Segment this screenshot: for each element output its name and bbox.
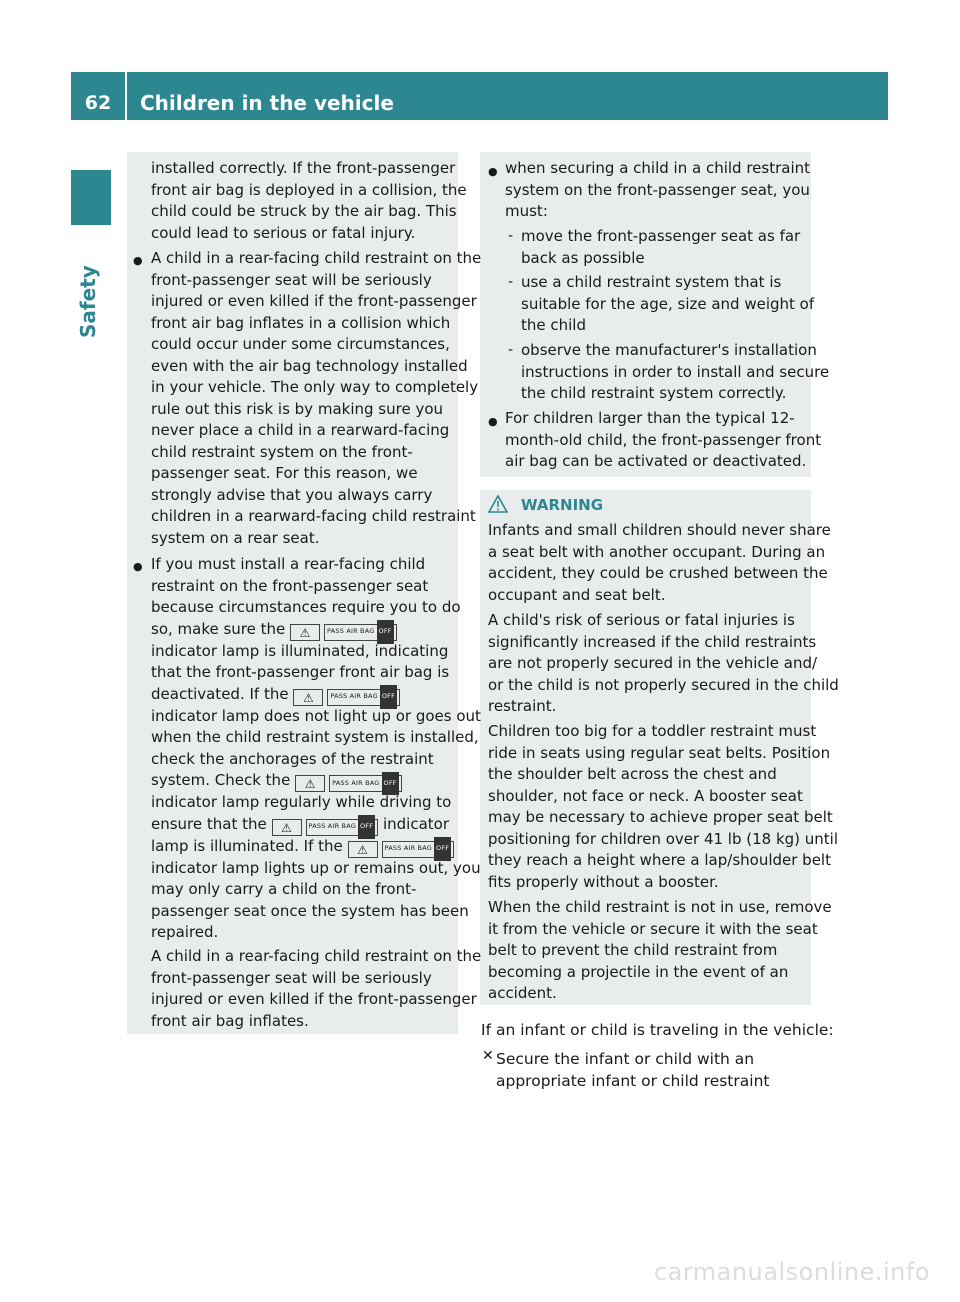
section-marker — [71, 170, 111, 225]
warning-paragraph-4: When the child restraint is not in use, remove it from the vehicle or secure it with the seat belt to prevent the child restraint from becoming a projectile in the event of an accident. — [488, 898, 832, 1002]
line-text: so, make sure the — [151, 619, 286, 638]
bullet-mark: ● — [488, 415, 498, 428]
airbag-indicator-icon — [272, 819, 379, 836]
instruction-lead: If an infant or child is traveling in the vehicle: — [481, 1021, 834, 1039]
left-bullet-1: A child in a rear-facing child restraint on the front-passenger seat will be seriously injured or even killed if the front-passenger front air bag inflates in a collision which could occur under some circumstances, even with the air bag technology installed in your vehicle. The only way to completely rule out this risk is by making sure you never place a child in a rearward-facing child restraint system on the front- passenger seat. For this reason, we strongly advise that you always carry children in a rearward-facing child restraint system on a rear seat. — [151, 249, 482, 547]
bullet-mark: ● — [488, 165, 498, 178]
left-bullet-2 — [151, 554, 481, 944]
line: because circumstances require you to do — [151, 598, 461, 616]
line-text: indicator — [382, 814, 449, 833]
off-text: OFF — [382, 772, 399, 796]
line: indicator lamp does not light up or goes out — [151, 706, 481, 725]
line-text: system. Check the — [151, 771, 291, 789]
pass-airbag-off-icon — [329, 775, 402, 792]
watermark: carmanualsonline.info — [653, 1258, 930, 1286]
line — [151, 619, 481, 641]
off-text: OFF — [377, 620, 394, 644]
pass-text: PASS AIR BAG — [332, 778, 380, 787]
warning-triangle-icon — [488, 495, 508, 513]
pass-text: PASS AIR BAG — [384, 844, 432, 853]
chapter-title: Children in the vehicle — [140, 91, 394, 115]
pass-airbag-off-icon — [324, 624, 397, 641]
warning-paragraph-2: A child's risk of serious or fatal injuries is significantly increased if the child restraints are not properly secured in the vehicle and/ or the child is not properly secured in the child restraint. — [488, 611, 839, 715]
line: check the anchorages of the restraint — [151, 749, 434, 768]
warning-paragraph-3: Children too big for a toddler restraint must ride in seats using regular seat belts. Position the shoulder belt across the chest and shoulder, not face or neck. A booster seat may be necessary to achieve proper seat belt positioning for children over 41 lb (18 kg) until they reach a height where a lap/shoulder belt fits properly without a booster. — [488, 722, 839, 891]
right-bullet-2: For children larger than the typical 12- month-old child, the front-passenger front air bag can be activated or deactivated. — [505, 409, 822, 470]
line: restraint on the front-passenger seat — [151, 576, 429, 595]
bullet-mark: ● — [133, 560, 143, 573]
airbag-indicator-icon — [295, 775, 402, 792]
dash-mark: - — [508, 274, 514, 290]
line — [151, 814, 481, 836]
right-sub-2: use a child restraint system that is suitable for the age, size and weight of the child — [521, 273, 815, 334]
left-intro-text: installed correctly. If the front-passenger front air bag is deployed in a collision, the child could be struck by the air bag. This could lead to serious or fatal injury. — [151, 159, 467, 242]
right-sub-1: move the front-passenger seat as far back as possible — [521, 227, 801, 267]
instruction-step-1: Secure the infant or child with an appropriate infant or child restraint — [496, 1050, 770, 1090]
line: that the front-passenger front air bag is — [151, 663, 450, 681]
line: indicator lamp is illuminated, indicating — [151, 641, 449, 660]
child-seat-icon: ⚠ — [348, 841, 378, 858]
line: when the child restraint system is installed, — [151, 728, 479, 746]
airbag-indicator-icon — [348, 841, 455, 858]
pass-airbag-off-icon — [327, 689, 400, 706]
pass-airbag-off-icon — [306, 819, 379, 836]
pass-text: PASS AIR BAG — [327, 627, 375, 636]
pass-airbag-off-icon — [382, 841, 455, 858]
left-closing-text: A child in a rear-facing child restraint on the front-passenger seat will be seriously injured or even killed if the front-passenger front air bag inflates. — [151, 947, 482, 1030]
page-number: 62 — [84, 92, 112, 114]
dash-mark: - — [508, 228, 514, 244]
dash-mark: - — [508, 342, 514, 358]
child-seat-icon: ⚠ — [293, 689, 323, 706]
line-text: deactivated. If the — [151, 684, 289, 703]
child-seat-icon: ⚠ — [272, 819, 302, 836]
line: If you must install a rear-facing child — [151, 555, 426, 573]
pass-text: PASS AIR BAG — [330, 692, 378, 701]
line: indicator lamp lights up or remains out, you may only carry a child on the front- passenger seat once the system has been repaired. — [151, 858, 481, 941]
header-divider — [125, 72, 127, 120]
right-sub-3: observe the manufacturer's installation instructions in order to install and secure the child restraint system correctly. — [521, 341, 830, 402]
line — [151, 684, 481, 706]
step-arrow-icon: ✕ — [482, 1048, 494, 1064]
child-seat-icon: ⚠ — [295, 775, 325, 792]
line-text: lamp is illuminated. If the — [151, 836, 343, 855]
off-text: OFF — [434, 837, 451, 861]
line-text: ensure that the — [151, 814, 267, 833]
child-seat-icon: ⚠ — [290, 624, 320, 641]
right-bullet-1-intro: when securing a child in a child restraint system on the front-passenger seat, you must: — [505, 159, 811, 220]
airbag-indicator-icon — [293, 689, 400, 706]
bullet-mark: ● — [133, 254, 143, 267]
warning-paragraph-1: Infants and small children should never share a seat belt with another occupant. During an accident, they could be crushed between the occupant and seat belt. — [488, 521, 831, 604]
off-text: OFF — [358, 815, 375, 839]
section-label: Safety — [76, 265, 100, 338]
line — [151, 770, 481, 792]
pass-text: PASS AIR BAG — [308, 822, 356, 831]
line: indicator lamp regularly while driving to — [151, 793, 452, 811]
airbag-indicator-icon — [290, 624, 397, 641]
line — [151, 836, 481, 858]
warning-title: WARNING — [521, 496, 604, 514]
off-text: OFF — [380, 685, 397, 709]
